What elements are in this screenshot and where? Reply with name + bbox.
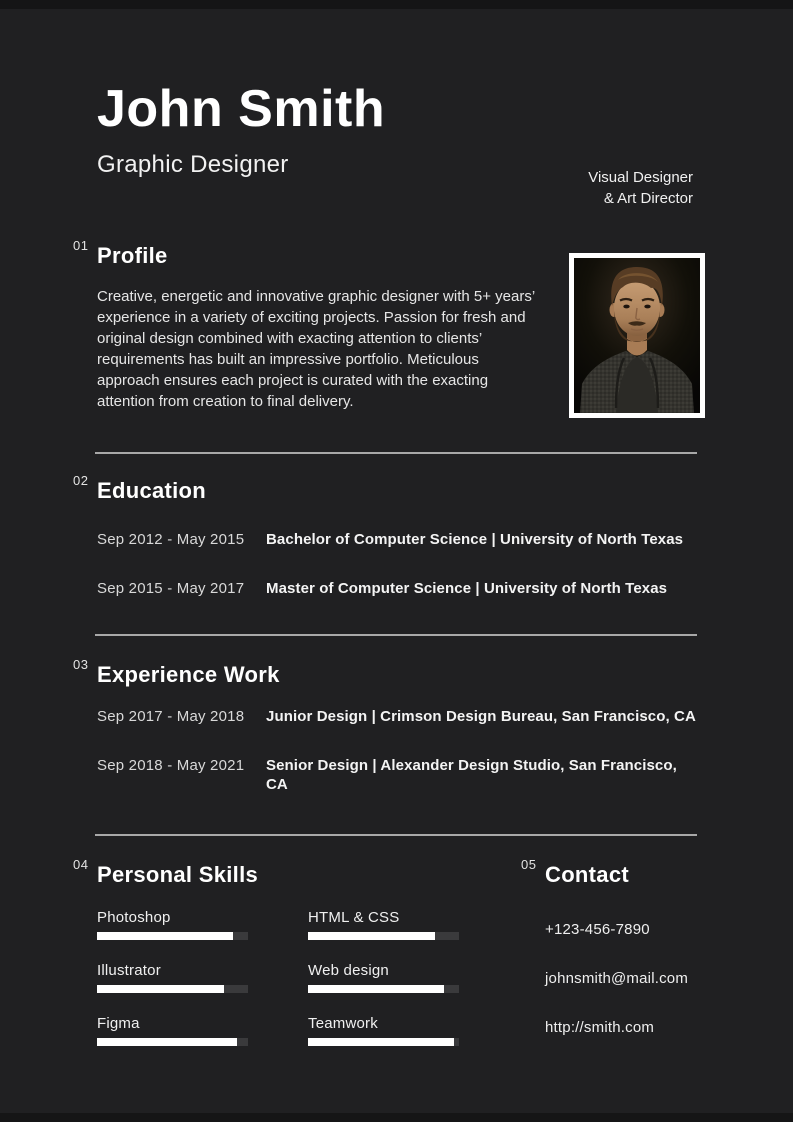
skills-column-right	[308, 909, 459, 1046]
skills-heading	[73, 856, 487, 888]
experience-dates: Sep 2017 - May 2018	[97, 707, 245, 725]
section-contact	[521, 856, 697, 1046]
education-row	[97, 579, 697, 598]
tagline-line-2: & Art Director	[603, 190, 693, 207]
skill-progress-bar	[308, 985, 459, 993]
education-degree: Master of Computer Science | University of North Texas	[266, 579, 668, 597]
education-row	[97, 530, 697, 549]
section-experience	[73, 656, 697, 794]
portrait-photo	[569, 253, 705, 418]
divider	[95, 452, 697, 454]
person-name: John Smith	[97, 80, 386, 138]
education-degree: Bachelor of Computer Science | University of North Texas	[266, 530, 684, 548]
skill-name: HTML & CSS	[308, 908, 400, 926]
section-number: 04	[73, 856, 89, 872]
section-number: 03	[73, 656, 89, 672]
section-skills	[73, 856, 487, 1046]
section-education	[73, 472, 697, 598]
education-heading-label: Education	[97, 477, 207, 503]
contact-heading-label: Contact	[545, 861, 629, 887]
experience-heading-label: Experience Work	[97, 661, 280, 687]
experience-role: Junior Design | Crimson Design Bureau, San Francisco, CA	[266, 707, 696, 725]
skill-item	[308, 1015, 459, 1046]
skill-name: Illustrator	[97, 961, 161, 979]
experience-row	[97, 756, 697, 794]
section-number: 01	[73, 238, 89, 254]
contact-email: johnsmith@mail.com	[545, 969, 689, 987]
tagline-line-1: Visual Designer	[588, 169, 693, 186]
skills-column-left	[97, 909, 248, 1046]
skill-name: Figma	[97, 1014, 140, 1032]
skill-name: Teamwork	[308, 1014, 378, 1032]
tagline	[588, 167, 693, 209]
divider	[95, 834, 697, 836]
profile-heading-label: Profile	[97, 243, 168, 269]
divider	[95, 634, 697, 636]
section-number: 02	[73, 472, 89, 488]
skill-progress-bar	[97, 1038, 248, 1046]
header	[97, 80, 697, 207]
experience-heading	[73, 656, 697, 688]
skill-item	[308, 962, 459, 993]
portrait-illustration	[574, 258, 700, 413]
skill-progress-bar	[308, 932, 459, 940]
profile-text: Creative, energetic and innovative graphic designer with 5+ years’ experience in a variety of exciting projects. Passion for fresh and original design combined with exacting attention to clients’ requirements has built an impressive portfolio. Meticulous approach ensures each project is curated with the exacting attention from creation to final delivery.	[97, 288, 535, 410]
skill-item	[97, 962, 248, 993]
experience-role: Senior Design | Alexander Design Studio, San Francisco, CA	[266, 756, 677, 793]
education-heading	[73, 472, 697, 504]
section-profile	[73, 238, 697, 412]
education-dates: Sep 2015 - May 2017	[97, 579, 245, 597]
resume-page	[73, 0, 697, 1122]
skill-name: Photoshop	[97, 908, 171, 926]
contact-website: http://smith.com	[545, 1018, 655, 1036]
skill-name: Web design	[308, 961, 389, 979]
skill-item	[97, 1015, 248, 1046]
skill-progress-bar	[97, 985, 248, 993]
contact-heading	[521, 856, 697, 888]
skill-item	[308, 909, 459, 940]
contact-phone: +123-456-7890	[545, 920, 650, 938]
section-number: 05	[521, 856, 537, 872]
education-dates: Sep 2012 - May 2015	[97, 530, 245, 548]
skills-heading-label: Personal Skills	[97, 861, 259, 887]
skill-progress-bar	[97, 932, 248, 940]
experience-dates: Sep 2018 - May 2021	[97, 756, 245, 774]
job-title: Graphic Designer	[97, 151, 289, 179]
skill-progress-bar	[308, 1038, 459, 1046]
skill-item	[97, 909, 248, 940]
experience-row	[97, 707, 697, 726]
